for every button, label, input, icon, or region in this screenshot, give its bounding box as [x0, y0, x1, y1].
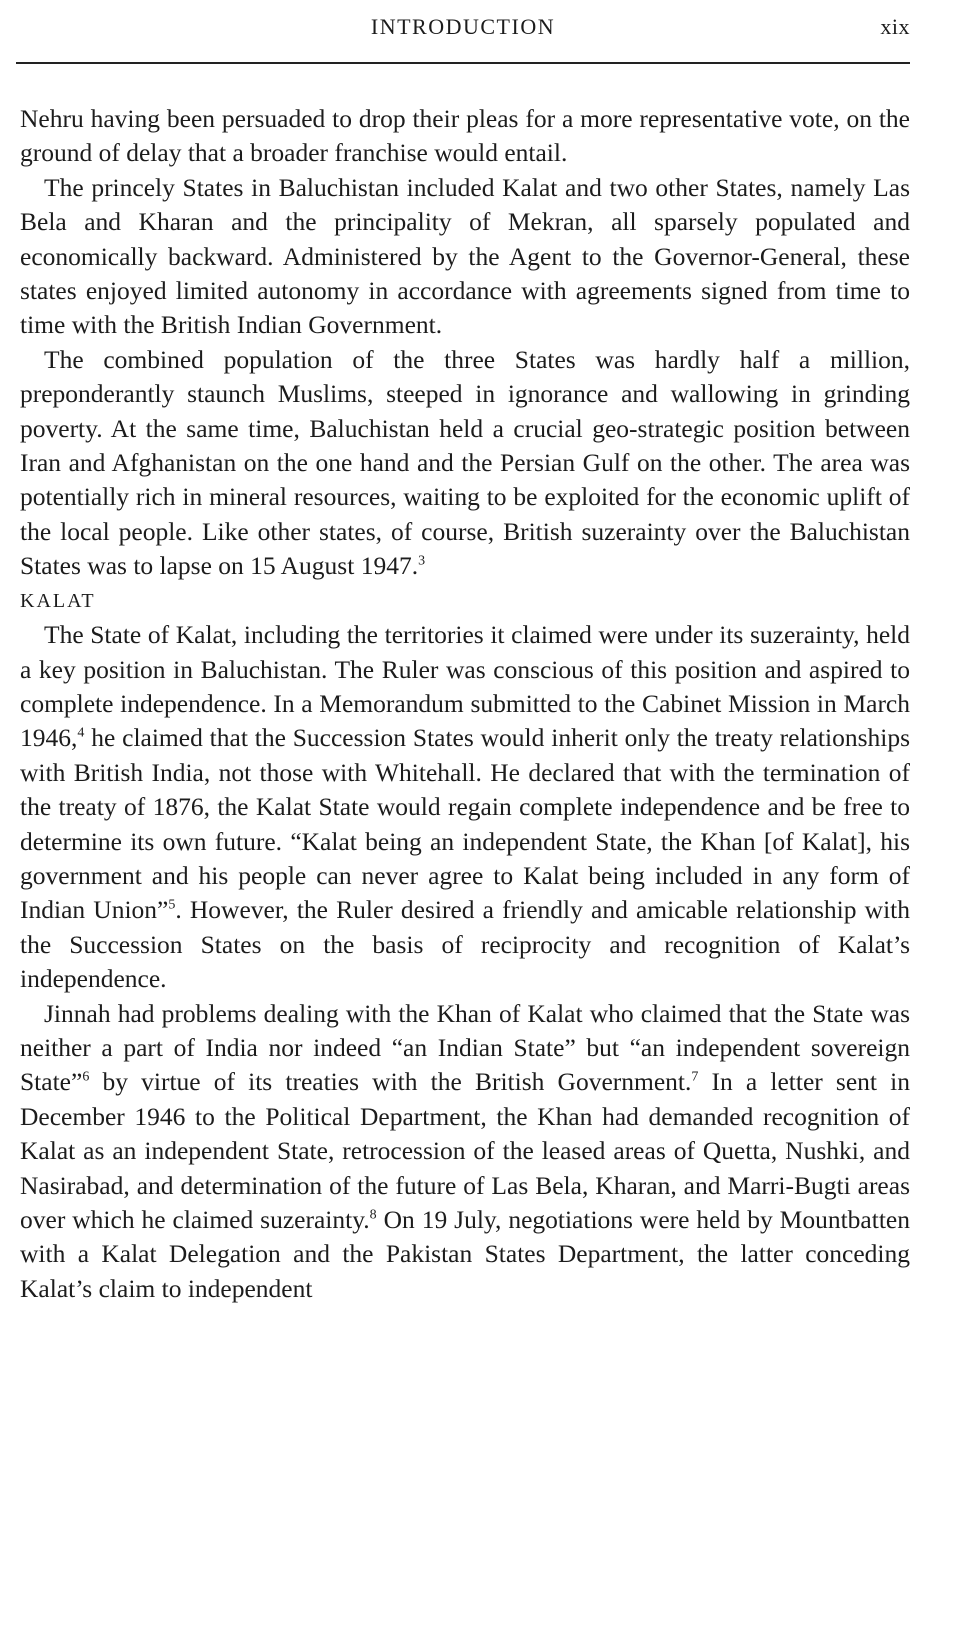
paragraph-text: he claimed that the Succession States would inherit only the treaty relationships with British India, not those with Whitehall. He declared that with the termination of the treaty of 1876, the Kalat State would regain complete independence and be free to determine its own future. “Kalat being an independent State, the Khan [of Kalat], his government and his people can never agree to Kalat being included in any form of Indian Union” — [20, 723, 910, 925]
footnote-ref-8: 8 — [369, 1207, 377, 1223]
footnote-ref-6: 6 — [82, 1069, 90, 1085]
running-header — [16, 14, 910, 46]
paragraph-text: Nehru having been persuaded to drop their pleas for a more representative vote, on the ground of delay that a broader franchise would entail. — [20, 104, 910, 168]
paragraph-5 — [20, 997, 910, 1307]
paragraph-text: On 19 July, negotiations were held by Mountbatten with a Kalat Delegation and the Pakistan States Department, the latter conceding Kalat’s claim to independent — [20, 1205, 910, 1303]
paragraph-text: Jinnah had problems dealing with the Khan of Kalat who claimed that the State was neither a part of India nor indeed “an Indian State” but “an independent sovereign State” — [20, 998, 910, 1097]
header-rule — [16, 62, 910, 64]
footnote-ref-7: 7 — [691, 1069, 699, 1085]
paragraph-3 — [20, 343, 910, 584]
footnote-ref-4: 4 — [77, 725, 85, 741]
paragraph-text: In a letter sent in December 1946 to the Political Department, the Khan had demanded recognition of Kalat as an independent State, retrocession of the leased areas of Quetta, Nushki, and Nasirabad, and determination of the future of Las Bela, Kharan, and Marri-Bugti areas over which he claimed suzerainty. — [20, 1067, 910, 1234]
paragraph-text: The princely States in Baluchistan included Kalat and two other States, namely Las Bela and Kharan and the principality of Mekran, all sparsely populated and economically backward. Administered by the Agent to the Governor-General, these states enjoyed limited autonomy in accordance with agreements signed from time to time with the British Indian Government. — [20, 172, 910, 340]
paragraph-1 — [20, 102, 910, 171]
paragraph-text: The State of Kalat, including the territories it claimed were under its suzerainty, held a key position in Baluchistan. The Ruler was conscious of this position and aspired to complete independence. In a Memorandum submitted to the Cabinet Mission in March 1946, — [20, 620, 910, 753]
paragraph-text: The combined population of the three States was hardly half a million, preponderantly staunch Muslims, steeped in ignorance and wallowing in grinding poverty. At the same time, Baluchistan held a crucial geo-strategic position between Iran and Afghanistan on the one hand and the Persian Gulf on the other. The area was potentially rich in mineral resources, waiting to be exploited for the economic uplift of the local people. Like other states, of course, British suzerainty over the Baluchistan States was to lapse on 15 August 1947. — [20, 344, 910, 581]
page-number: xix — [880, 14, 910, 39]
footnote-ref-3: 3 — [418, 553, 426, 569]
paragraph-4 — [20, 618, 910, 996]
paragraph-2 — [20, 171, 910, 343]
footnote-ref-5: 5 — [168, 897, 176, 913]
running-title: INTRODUCTION — [370, 14, 556, 39]
section-heading-kalat: KALAT — [20, 589, 96, 612]
paragraph-text: . However, the Ruler desired a friendly and amicable relationship with the Succession States on the basis of reciprocity and recognition of Kalat’s independence. — [20, 895, 910, 994]
paragraph-text: by virtue of its treaties with the British Government. — [89, 1067, 692, 1097]
body-text — [20, 102, 910, 1306]
